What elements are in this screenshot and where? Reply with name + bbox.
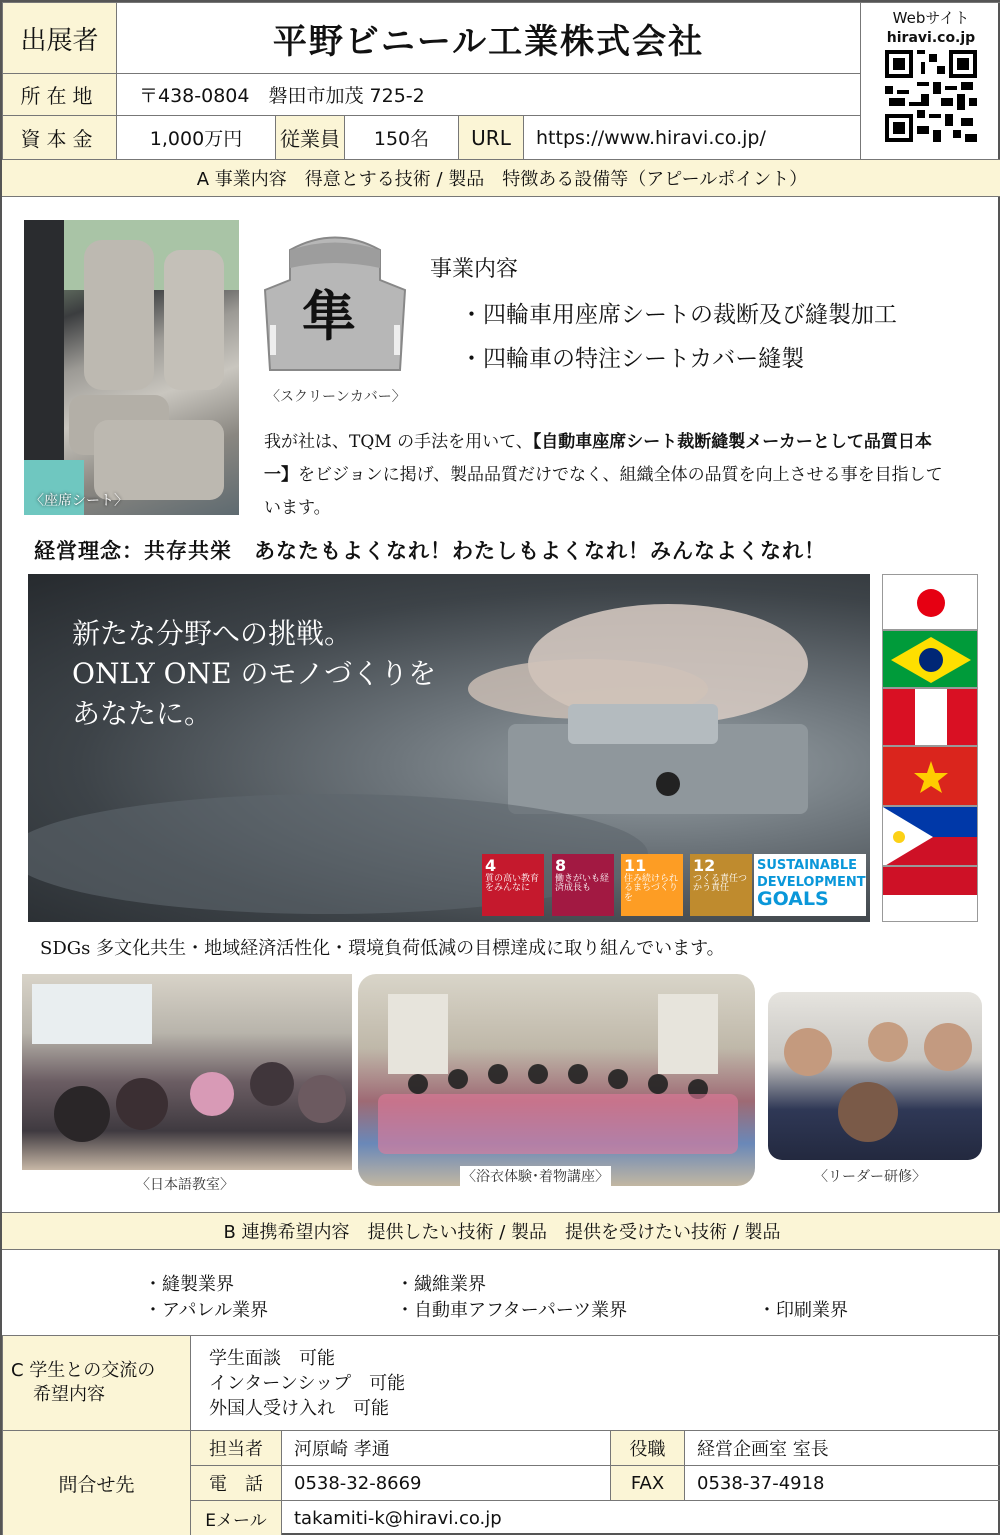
- website-box: [860, 2, 1000, 160]
- vietnam-flag-icon: [882, 746, 978, 806]
- intro-vision: 【自動車座席シート裁断縫製メーカーとして品質日本一】: [264, 432, 932, 485]
- japan-flag-icon: [882, 574, 978, 630]
- url-label: URL: [458, 115, 524, 160]
- intro-paragraph: [264, 426, 954, 525]
- capital-label: 資本金: [2, 115, 117, 160]
- banner-line: あなたに。: [72, 697, 213, 730]
- exhibitor-label: 出展者: [2, 2, 117, 74]
- section-c-label: C 学生との交流の 希望内容: [2, 1335, 191, 1431]
- intro-text: をビジョンに掲げ、製品品質だけでなく、組織全体の品質を向上させる事を目指しています。: [264, 465, 943, 518]
- leader-training-photo: [768, 992, 982, 1160]
- collab-item: ・繊維業界: [396, 1274, 486, 1295]
- seat-photo: [24, 220, 239, 515]
- address-value: 〒438-0804 磐田市加茂 725-2: [116, 73, 861, 116]
- peru-flag-icon: [882, 688, 978, 746]
- person-value: 河原崎 孝通: [281, 1430, 611, 1466]
- capital-value: 1,000万円: [116, 115, 276, 160]
- exchange-item: 外国人受け入れ 可能: [209, 1397, 389, 1419]
- section-a-heading: A 事業内容 得意とする技術 / 製品 特徴ある設備等（アピールポイント）: [2, 159, 1000, 197]
- employees-label: 従業員: [275, 115, 345, 160]
- url-link[interactable]: https://www.hiravi.co.jp/: [523, 115, 861, 160]
- sdg-goal-4-icon: 4 質の高い教育をみんなに: [482, 854, 544, 916]
- screen-cover-glyph: 隼: [302, 284, 356, 348]
- collab-item: ・印刷業界: [758, 1300, 848, 1321]
- phone-label: 電 話: [190, 1465, 282, 1501]
- email-label: Eメール: [190, 1500, 282, 1535]
- cover-caption: 〈スクリーンカバー〉: [266, 389, 406, 405]
- sdgs-statement: SDGs 多文化共生・地域経済活性化・環境負荷低減の目標達成に取り組んでいます。: [40, 938, 725, 959]
- photo-caption: 〈リーダー研修〉: [814, 1169, 926, 1185]
- fax-value: 0538-37-4918: [684, 1465, 1000, 1501]
- intro-text: 我が社は、TQM の手法を用いて、: [264, 432, 533, 452]
- employees-value: 150名: [344, 115, 459, 160]
- banner-line: 新たな分野への挑戦。: [72, 617, 353, 650]
- exchange-item: インターンシップ 可能: [209, 1372, 406, 1394]
- section-c-content: [190, 1335, 1000, 1431]
- philippines-flag-icon: [882, 806, 978, 866]
- japanese-class-photo: [22, 974, 352, 1170]
- role-value: 経営企画室 室長: [684, 1430, 1000, 1466]
- management-philosophy: 経営理念：共存共栄 あなたもよくなれ！わたしもよくなれ！みんなよくなれ！: [34, 538, 826, 563]
- email-link[interactable]: takamiti-k@hiravi.co.jp: [281, 1500, 1000, 1535]
- collab-item: ・アパレル業界: [144, 1300, 269, 1321]
- phone-value[interactable]: 0538-32-8669: [281, 1465, 611, 1501]
- sdg-goal-11-icon: 11 住み続けられるまちづくりを: [621, 854, 683, 916]
- collab-item: ・自動車アフターパーツ業界: [396, 1300, 628, 1321]
- photo-caption: 〈日本語教室〉: [136, 1177, 234, 1193]
- exchange-item: 学生面談 可能: [209, 1347, 335, 1369]
- fax-label: FAX: [610, 1465, 685, 1501]
- sdg-goal-12-icon: 12 つくる責任つかう責任: [690, 854, 752, 916]
- person-label: 担当者: [190, 1430, 282, 1466]
- banner-line: ONLY ONE のモノづくりを: [72, 657, 437, 690]
- indonesia-flag-icon: [882, 866, 978, 922]
- business-item: ・四輪車の特注シートカバー縫製: [460, 346, 805, 372]
- contact-label: 問合せ先: [2, 1430, 191, 1535]
- sdg-logo: SUSTAINABLE DEVELOPMENT GOALS: [754, 854, 866, 916]
- sdg-goal-8-icon: 8 働きがいも経済成長も: [552, 854, 614, 916]
- seat-caption: 〈座席シート〉: [30, 493, 128, 509]
- role-label: 役職: [610, 1430, 685, 1466]
- website-label: Webサイト: [892, 9, 970, 27]
- photo-caption: 〈浴衣体験･着物講座〉: [460, 1166, 611, 1186]
- business-title: 事業内容: [430, 257, 519, 282]
- brazil-flag-icon: [882, 630, 978, 688]
- qr-code-icon[interactable]: [885, 50, 977, 142]
- address-label: 所在地: [2, 73, 117, 116]
- section-b-heading: B 連携希望内容 提供したい技術 / 製品 提供を受けたい技術 / 製品: [2, 1212, 1000, 1250]
- collab-item: ・縫製業界: [144, 1274, 234, 1295]
- website-domain[interactable]: hiravi.co.jp: [886, 30, 976, 46]
- yukata-photo: [358, 974, 755, 1186]
- company-name: 平野ビニール工業株式会社: [116, 2, 861, 74]
- business-item: ・四輪車用座席シートの裁断及び縫製加工: [460, 302, 897, 328]
